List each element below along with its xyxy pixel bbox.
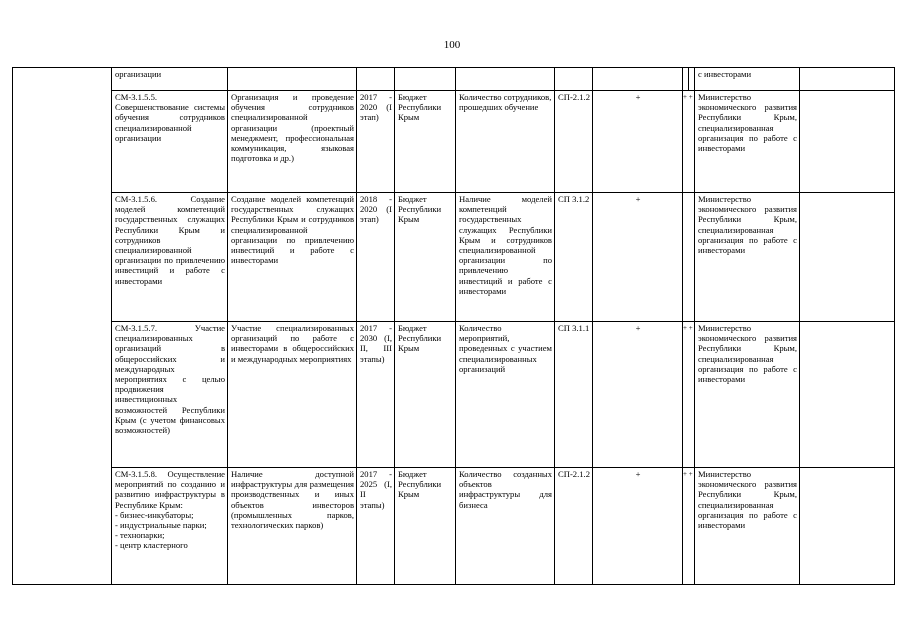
- period-cell: 2018 - 2020 (I этап): [357, 193, 395, 322]
- mark-pair-cell: + +: [683, 322, 695, 468]
- measure-cell: СМ-3.1.5.5. Совершенствование системы обучения сотрудников специализированной организации: [112, 91, 228, 193]
- measure-cell: СМ-3.1.5.6. Создание моделей компетенций государственных служащих Республики Крым и сотрудников специализированной организации по привлечению инвестиций и работе с инвесторами: [112, 193, 228, 322]
- measure-text: СМ-3.1.5.8. Осуществление мероприятий по созданию и развитию инфраструктуры в Республике Крым:: [115, 469, 225, 510]
- source-cell: Бюджет Республики Крым: [395, 468, 456, 585]
- measure-list-item: - бизнес-инкубаторы;: [115, 509, 194, 520]
- content-cell: Наличие доступной инфраструктуры для размещения производственных и иных объектов инвесторов (промышленных парков, технологических парков): [228, 468, 357, 585]
- executor-cell: Министерство экономического развития Республики Крым, специализированная организация по работе с инвесторами: [695, 322, 800, 468]
- mark-pair-cell: [683, 193, 695, 322]
- indicator-cell: Количество созданных объектов инфраструктуры для бизнеса: [456, 468, 555, 585]
- content-cell: Создание моделей компетенций государственных служащих Республики Крым и сотрудников специализированной организации по привлечению инвестиций и работе с инвесторами: [228, 193, 357, 322]
- indicator-cell: [456, 68, 555, 91]
- period-cell: 2017 - 2020 (I этап): [357, 91, 395, 193]
- content-cell: Организация и проведение обучения сотрудников специализированной организации (проектный менеджмент, профессиональная коммуникация, языковая подготовка и др.): [228, 91, 357, 193]
- source-cell: Бюджет Республики Крым: [395, 91, 456, 193]
- mark-pair-cell: + +: [683, 468, 695, 585]
- measure-list-item: - центр кластерного: [115, 540, 188, 551]
- measure-cell: [112, 468, 228, 585]
- period-cell: [357, 68, 395, 91]
- sp-cell: СП-2.1.2: [555, 468, 593, 585]
- measure-cell: организации: [112, 68, 228, 91]
- mark-cell: [593, 68, 683, 91]
- source-cell: Бюджет Республики Крым: [395, 322, 456, 468]
- table-row: [13, 468, 895, 585]
- sp-cell: СП-2.1.2: [555, 91, 593, 193]
- indicator-cell: Количество мероприятий, проведенных с участием специализированных организаций: [456, 322, 555, 468]
- measure-list-item: - индустриальные парки;: [115, 520, 207, 531]
- empty-first-column: [13, 68, 112, 585]
- mark-cell: +: [593, 322, 683, 468]
- page-number: 100: [443, 39, 461, 51]
- measure-list-item: - технопарки;: [115, 530, 165, 541]
- indicator-cell: Наличие моделей компетенций государственных служащих Республики Крым и сотрудников специализированной организации по привлечению инвестиций и работе с инвесторами: [456, 193, 555, 322]
- content-cell: [228, 68, 357, 91]
- source-cell: [395, 68, 456, 91]
- sp-cell: [555, 68, 593, 91]
- mark-pair-cell: + +: [683, 91, 695, 193]
- note-cell: [800, 468, 895, 585]
- sp-cell: СП 3.1.1: [555, 322, 593, 468]
- note-cell: [800, 322, 895, 468]
- mark-cell: +: [593, 468, 683, 585]
- note-cell: [800, 68, 895, 91]
- note-cell: [800, 193, 895, 322]
- indicator-cell: Количество сотрудников, прошедших обучение: [456, 91, 555, 193]
- executor-cell: Министерство экономического развития Республики Крым, специализированная организация по работе с инвесторами: [695, 468, 800, 585]
- table-row: [13, 322, 895, 468]
- period-cell: 2017 - 2030 (I, II, III этапы): [357, 322, 395, 468]
- action-plan-table: [12, 67, 895, 585]
- executor-cell: Министерство экономического развития Республики Крым, специализированная организация по работе с инвесторами: [695, 91, 800, 193]
- executor-cell: Министерство экономического развития Республики Крым, специализированная организация по работе с инвесторами: [695, 193, 800, 322]
- note-cell: [800, 91, 895, 193]
- measure-cell: СМ-3.1.5.7. Участие специализированных организаций в общероссийских и международных мероприятиях с целью продвижения инвестиционных возможностей Республики Крым (с учетом финансовых возможностей): [112, 322, 228, 468]
- table-row: [13, 91, 895, 193]
- table-row: [13, 68, 895, 91]
- period-cell: 2017 - 2025 (I, II этапы): [357, 468, 395, 585]
- table-row: [13, 193, 895, 322]
- executor-cell: с инвесторами: [695, 68, 800, 91]
- mark-cell: +: [593, 193, 683, 322]
- sp-cell: СП 3.1.2: [555, 193, 593, 322]
- source-cell: Бюджет Республики Крым: [395, 193, 456, 322]
- content-cell: Участие специализированных организаций по работе с инвесторами в общероссийских и международных мероприятиях: [228, 322, 357, 468]
- mark-cell: +: [593, 91, 683, 193]
